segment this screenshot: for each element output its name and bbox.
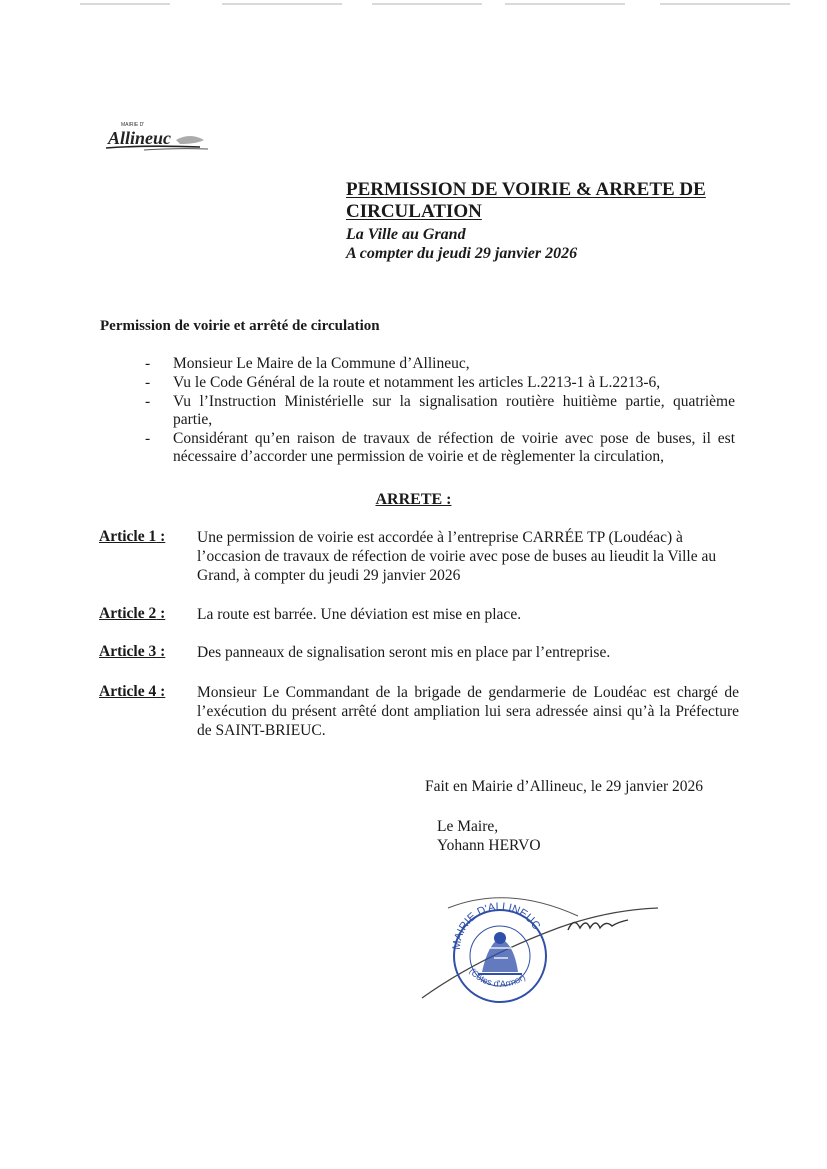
article-4 [99,683,739,740]
considerant-text: Monsieur Le Maire de la Commune d’Allineuc, [173,355,470,372]
section-heading: Permission de voirie et arrêté de circulation [100,318,380,334]
signer-name: Yohann HERVO [437,837,541,854]
dash-bullet: - [145,355,151,372]
considerant-text: Considérant qu’en raison de travaux de réfection de voirie avec pose de buses, il est nécessaire d’accorder une permission de voirie et de règlementer la circulation, [173,430,735,465]
commune-logo [104,118,216,158]
dash-bullet: - [145,430,151,447]
article-1 [99,528,739,585]
arrete-heading-text: ARRETE : [375,491,452,508]
done-at-line: Fait en Mairie d’Allineuc, le 29 janvier 2026 [425,778,704,795]
article-body: Des panneaux de signalisation seront mis en place par l’entreprise. [197,644,611,661]
article-label: Article 3 : [99,643,166,660]
article-label: Article 2 : [99,605,166,622]
list-item [145,355,735,373]
scan-artifact [222,3,342,5]
location-subtitle: La Ville au Grand [346,226,466,243]
signer-role: Le Maire, [437,818,499,835]
article-body: Une permission de voirie est accordée à l’entreprise CARRÉE TP (Loudéac) à l’occasion de travaux de réfection de voirie avec pose de buses au lieudit la Ville au Grand, à compter du jeudi 29 janvier 2026 [197,529,717,584]
considerant-text: Vu le Code Général de la route et notamment les articles L.2213-1 à L.2213-6, [173,374,661,391]
list-item [145,393,735,429]
stamp-top-text: MAIRIE D'ALLINEUC [450,900,543,951]
article-label: Article 4 : [99,683,166,700]
logo-small-text: MAIRIE D' [121,122,145,128]
title-block [346,179,786,263]
signer-block [437,817,541,855]
scan-artifact [372,3,482,5]
considerant-text: Vu l’Instruction Ministérielle sur la signalisation routière huitième partie, quatrième partie, [173,393,735,428]
article-body: La route est barrée. Une déviation est mise en place. [197,606,522,623]
logo-name: Allineuc [108,128,172,148]
article-2 [99,605,739,624]
stamp-bottom-text: (Côtes d'Armor) [467,966,528,989]
document-title: PERMISSION DE VOIRIE & ARRETE DE CIRCULATION [346,179,706,222]
scan-artifact [505,3,625,5]
list-item [145,430,735,466]
considerants-list [145,355,735,467]
dash-bullet: - [145,393,151,410]
article-3 [99,643,739,662]
scan-artifact [660,3,790,5]
dash-bullet: - [145,374,151,391]
article-body: Monsieur Le Commandant de la brigade de gendarmerie de Loudéac est chargé de l’exécution du présent arrêté dont ampliation lui sera adressée ainsi qu’à la Préfecture de SAINT-BRIEUC. [197,684,739,739]
article-label: Article 1 : [99,528,166,545]
scan-artifact [80,3,170,5]
arrete-heading [0,491,827,509]
official-stamp [418,888,668,1008]
list-item [145,374,735,392]
date-subtitle: A compter du jeudi 29 janvier 2026 [346,245,578,262]
